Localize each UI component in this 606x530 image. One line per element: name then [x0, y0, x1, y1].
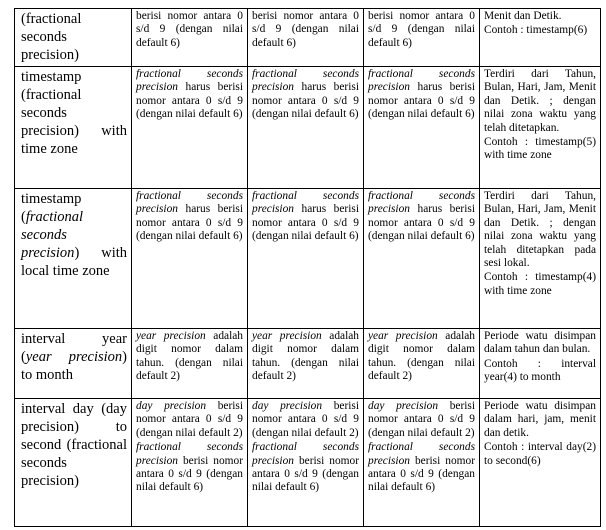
precision-note [252, 400, 359, 440]
italic-text: fractional seconds precision [368, 441, 475, 467]
precision-cell [132, 189, 248, 329]
text-run: harus berisi nomor antara 0 s/d 9 (dengan nilai default 6) [252, 203, 359, 243]
text-run: interval year ( [21, 331, 127, 365]
text-run: berisi nomor antara 0 s/d 9 (dengan nilai default 2) [136, 400, 244, 439]
text-run: harus berisi nomor antara 0 s/d 9 (dengan nilai default 6) [136, 81, 243, 121]
precision-note [368, 190, 475, 244]
table-row [15, 67, 601, 189]
italic-text: year precision [136, 330, 206, 342]
precision-cell [364, 399, 480, 527]
precision-cell [132, 67, 248, 189]
text-run: interval day (day precision) to second (fractional seconds precision) [21, 401, 127, 489]
precision-note [252, 10, 359, 50]
italic-text: day precision [252, 400, 323, 412]
description-cell [480, 329, 601, 399]
example-text: Contoh : interval year(4) to month [484, 357, 596, 384]
text-run: harus berisi nomor antara 0 s/d 9 (dengan nilai default 6) [368, 81, 475, 121]
italic-text: day precision [368, 400, 439, 412]
text-run: berisi nomor antara 0 s/d 9 (dengan nilai default 6) [136, 454, 243, 494]
datatype-name-cell [15, 399, 132, 527]
description-text: Periode watu disimpan dalam tahun dan bulan. [484, 330, 596, 356]
datatype-name-cell [15, 9, 132, 67]
text-run: berisi nomor antara 0 s/d 9 (dengan nilai default 6) [252, 10, 359, 49]
precision-note [136, 330, 243, 384]
table-row [15, 189, 601, 329]
italic-text: year precision [25, 349, 123, 365]
italic-text: year precision [252, 330, 322, 342]
italic-text: fractional seconds precision [252, 190, 359, 216]
precision-note [252, 330, 359, 384]
example-text: Contoh : timestamp(4) with time zone [484, 271, 596, 297]
precision-note [136, 10, 243, 50]
text-run: berisi nomor antara 0 s/d 9 (dengan nilai default 2) [252, 400, 360, 439]
text-run: harus berisi nomor antara 0 s/d 9 (dengan nilai default 6) [368, 203, 475, 243]
text-run: harus berisi nomor antara 0 s/d 9 (dengan nilai default 6) [136, 203, 243, 243]
text-run: adalah digit nomor dalam tahun. (dengan nilai default 2) [368, 330, 475, 383]
italic-text: fractional seconds precision [252, 68, 359, 94]
precision-note [136, 68, 243, 122]
text-run: ) to month [21, 349, 127, 383]
datatype-name-cell [15, 67, 132, 189]
precision-note [368, 441, 475, 495]
example-text: Contoh : timestamp(6) [484, 24, 588, 37]
datatype-name-cell [15, 189, 132, 329]
text-run: berisi nomor antara 0 s/d 9 (dengan nilai default 6) [252, 454, 359, 494]
precision-note [136, 190, 243, 244]
description-text: Terdiri dari Tahun, Bulan, Hari, Jam, Menit dan Detik. ; dengan nilai zona waktu yang telah ditetapkan. [484, 68, 596, 134]
precision-cell [364, 67, 480, 189]
text-run: timestamp ( [21, 191, 82, 225]
precision-note [136, 441, 243, 495]
table-row [15, 399, 601, 527]
precision-cell [364, 189, 480, 329]
italic-text: fractional seconds precision [136, 190, 243, 216]
italic-text: year precision [368, 330, 438, 342]
text-run: adalah digit nomor dalam tahun. (dengan nilai default 2) [136, 330, 243, 383]
text-run: harus berisi nomor antara 0 s/d 9 (dengan nilai default 6) [252, 81, 359, 121]
description-text: Terdiri dari Tahun, Bulan, Hari, Jam, Menit dan Detik. ; dengan nilai zona waktu yang telah ditetapkan pada sesi lokal. [484, 190, 596, 270]
italic-text: day precision [136, 400, 207, 412]
precision-cell [248, 329, 364, 399]
text-run: berisi nomor antara 0 s/d 9 (dengan nilai default 2) [368, 400, 476, 439]
precision-note [368, 400, 475, 440]
datatype-table [14, 8, 601, 527]
table-row [15, 9, 601, 67]
precision-cell [248, 189, 364, 329]
text-run: berisi nomor antara 0 s/d 9 (dengan nilai default 6) [136, 10, 243, 49]
precision-cell [364, 9, 480, 67]
precision-note [368, 68, 475, 122]
precision-cell [364, 329, 480, 399]
description-cell [480, 67, 601, 189]
italic-text: fractional seconds precision [368, 68, 475, 94]
precision-note [252, 441, 359, 495]
description-cell [480, 189, 601, 329]
precision-note [368, 10, 475, 50]
example-text: Contoh : interval day(2) to second(6) [484, 441, 596, 467]
text-run: (fractional seconds precision) [21, 11, 82, 63]
italic-text: fractional seconds precision [21, 209, 84, 261]
precision-cell [248, 67, 364, 189]
precision-cell [132, 399, 248, 527]
text-run: berisi nomor antara 0 s/d 9 (dengan nilai default 6) [368, 10, 475, 49]
description-text: Menit dan Detik. [484, 10, 562, 22]
precision-cell [132, 9, 248, 67]
precision-note [252, 68, 359, 122]
precision-cell [132, 329, 248, 399]
text-run: adalah digit nomor dalam tahun. (dengan nilai default 2) [252, 330, 359, 383]
text-run: ) with local time zone [21, 245, 127, 279]
description-text: Periode watu disimpan dalam hari, jam, menit dan detik. [484, 400, 596, 439]
italic-text: fractional seconds precision [368, 190, 475, 216]
table-body [15, 9, 601, 527]
description-cell [480, 399, 601, 527]
datatype-name-cell [15, 329, 132, 399]
text-run: berisi nomor antara 0 s/d 9 (dengan nilai default 6) [368, 454, 475, 494]
italic-text: fractional seconds precision [136, 68, 243, 94]
italic-text: fractional seconds precision [252, 441, 359, 467]
precision-note [368, 330, 475, 384]
example-text: Contoh : timestamp(5) with time zone [484, 136, 596, 162]
precision-note [252, 190, 359, 244]
precision-cell [248, 9, 364, 67]
text-run: timestamp (fractional seconds precision) with time zone [21, 69, 127, 157]
table-row [15, 329, 601, 399]
precision-cell [248, 399, 364, 527]
precision-note [136, 400, 243, 440]
description-cell [480, 9, 601, 67]
italic-text: fractional seconds precision [136, 441, 243, 467]
